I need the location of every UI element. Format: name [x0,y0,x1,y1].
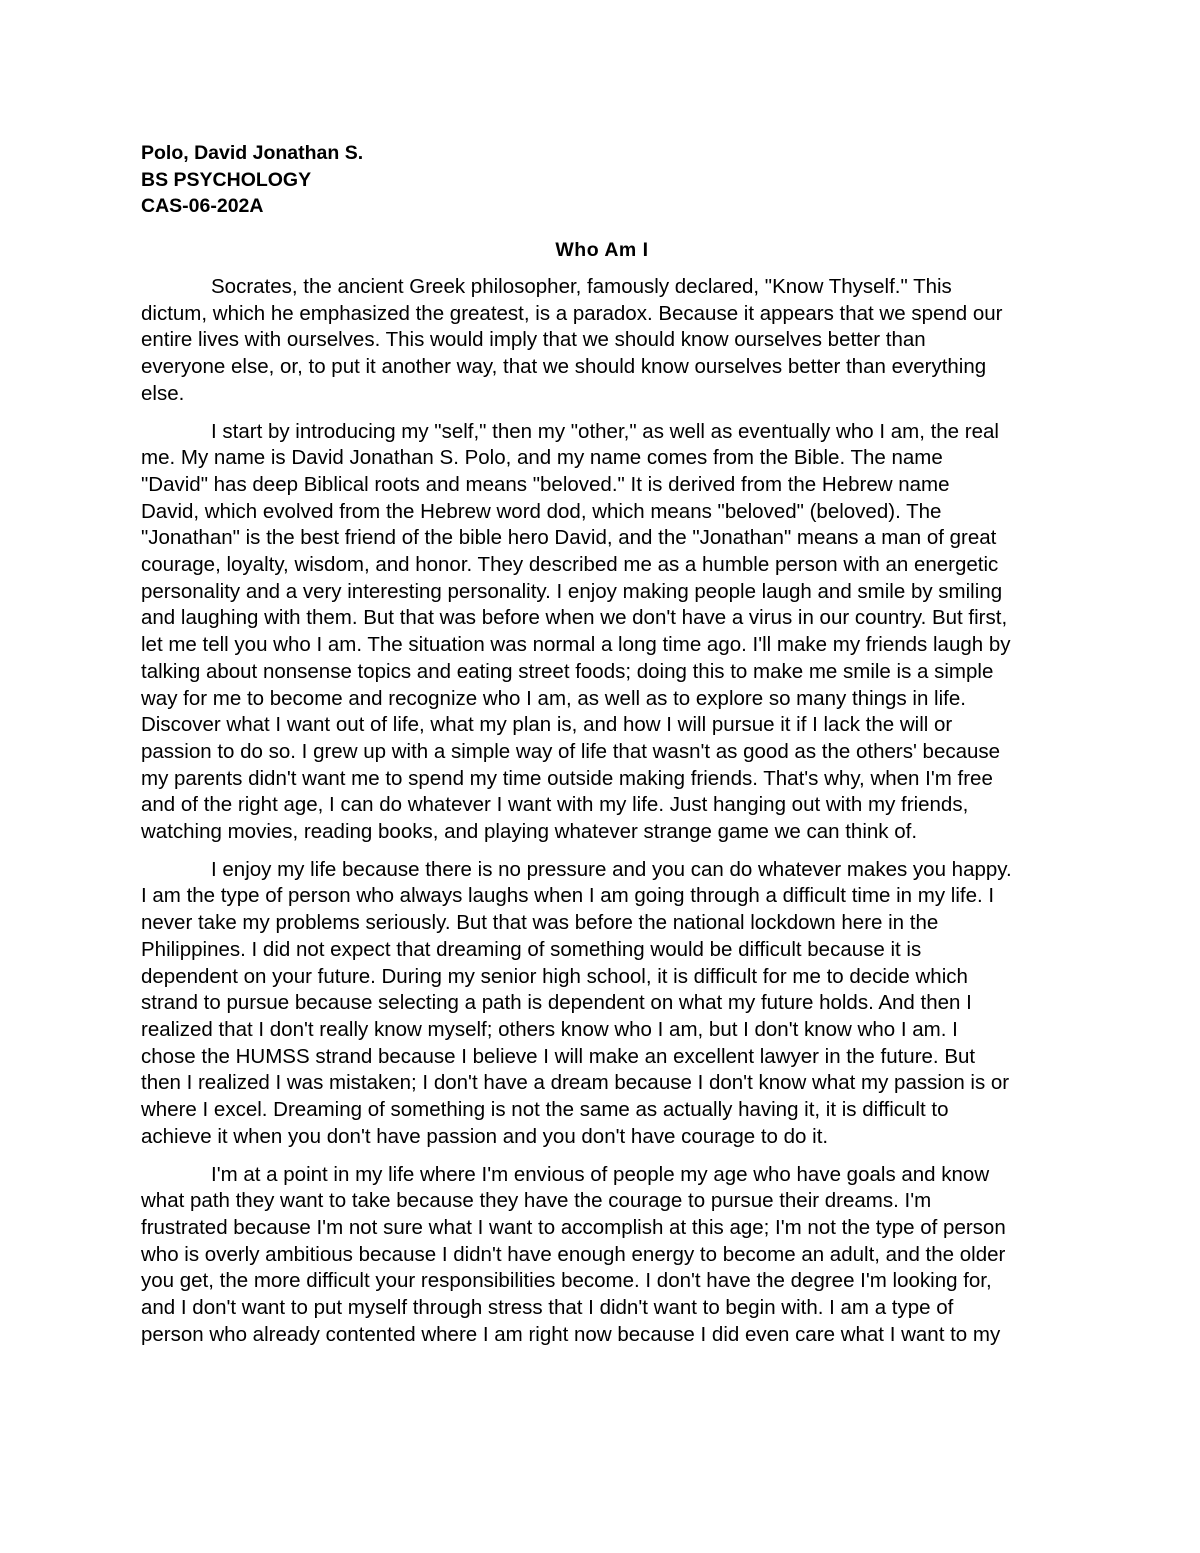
paragraph-line: I'm at a point in my life where I'm envious of people my age who have goals and know [211,1162,990,1186]
essay-title: Who Am I [555,238,649,261]
essay-paragraph [141,274,1063,408]
paragraph-line: courage, loyalty, wisdom, and honor. They described me as a humble person with an energetic [141,553,999,577]
paragraph-line: Socrates, the ancient Greek philosopher, famously declared, "Know Thyself." This [211,275,952,298]
paragraph-line: you get, the more difficult your responsibilities become. I don't have the degree I'm looking for, [141,1269,992,1293]
paragraph-line: talking about nonsense topics and eating street foods; doing this to make me smile is a simple [141,659,994,683]
essay-paragraph [141,857,1063,1151]
paragraph-line: achieve it when you don't have passion and you don't have courage to do it. [141,1124,829,1148]
paragraph-line: entire lives with ourselves. This would imply that we should know ourselves better than [141,328,926,352]
paragraph-line: I am the type of person who always laughs when I am going through a difficult time in my life. I [141,884,995,908]
paragraph-line: what path they want to take because they have the courage to pursue their dreams. I'm [141,1189,932,1213]
paragraph-line: then I realized I was mistaken; I don't have a dream because I don't know what my passion is or [141,1071,1010,1095]
essay-paragraph [141,1162,1063,1349]
paragraph-line: I start by introducing my "self," then my "other," as well as eventually who I am, the real [211,419,999,443]
paragraph-line: David, which evolved from the Hebrew word dod, which means "beloved" (beloved). The [141,499,942,523]
paragraph-line: watching movies, reading books, and playing whatever strange game we can think of. [141,820,918,844]
document-body [141,140,1063,1359]
paragraph-line: chose the HUMSS strand because I believe I will make an excellent lawyer in the future. But [141,1044,976,1068]
paragraph-line: person who already contented where I am right now because I did even care what I want to my [141,1322,1001,1346]
paragraph-line: where I excel. Dreaming of something is not the same as actually having it, it is difficult to [141,1098,949,1122]
essay-paragraphs [141,274,1063,1348]
paragraph-line: way for me to become and recognize who I am, as well as to explore so many things in life. [141,686,966,710]
paragraph-line: let me tell you who I am. The situation was normal a long time ago. I'll make my friends laugh by [141,633,1011,657]
paragraph-line: dictum, which he emphasized the greatest, is a paradox. Because it appears that we spend our [141,301,1003,325]
paragraph-line: strand to pursue because selecting a path is dependent on what my future holds. And then I [141,991,972,1015]
student-section: CAS-06-202A [141,195,264,217]
essay-paragraph [141,419,1063,846]
student-name: Polo, David Jonathan S. [141,142,364,164]
paragraph-line: who is overly ambitious because I didn't have enough energy to become an adult, and the older [141,1242,1006,1266]
paragraph-line: Philippines. I did not expect that dreaming of something would be difficult because it is [141,937,922,961]
paragraph-line: and of the right age, I can do whatever I want with my life. Just hanging out with my friends, [141,793,969,817]
paragraph-line: passion to do so. I grew up with a simple way of life that wasn't as good as the others' because [141,739,1001,763]
paragraph-line: my parents didn't want me to spend my time outside making friends. That's why, when I'm free [141,766,993,790]
paragraph-line: personality and a very interesting personality. I enjoy making people laugh and smile by smiling [141,579,1003,603]
paragraph-line: me. My name is David Jonathan S. Polo, and my name comes from the Bible. The name [141,446,943,470]
student-program: BS PSYCHOLOGY [141,168,312,191]
paragraph-line: Discover what I want out of life, what my plan is, and how I will pursue it if I lack the will or [141,713,953,737]
paragraph-line: I enjoy my life because there is no pressure and you can do whatever makes you happy. [211,857,1012,881]
paragraph-line: everyone else, or, to put it another way, that we should know ourselves better than everything [141,355,987,379]
paragraph-line: realized that I don't really know myself; others know who I am, but I don't know who I am. I [141,1017,958,1041]
paragraph-line: "David" has deep Biblical roots and means "beloved." It is derived from the Hebrew name [141,472,950,496]
paragraph-line: frustrated because I'm not sure what I want to accomplish at this age; I'm not the type of person [141,1215,1006,1239]
paragraph-line: "Jonathan" is the best friend of the bible hero David, and the "Jonathan" means a man of great [141,526,997,550]
paragraph-line: and laughing with them. But that was before when we don't have a virus in our country. But first, [141,606,1008,630]
paragraph-line: dependent on your future. During my senior high school, it is difficult for me to decide which [141,964,968,988]
paragraph-line: never take my problems seriously. But that was before the national lockdown here in the [141,911,939,935]
paragraph-line: and I don't want to put myself through stress that I didn't want to begin with. I am a type of [141,1296,954,1320]
paragraph-line: else. [141,381,185,405]
